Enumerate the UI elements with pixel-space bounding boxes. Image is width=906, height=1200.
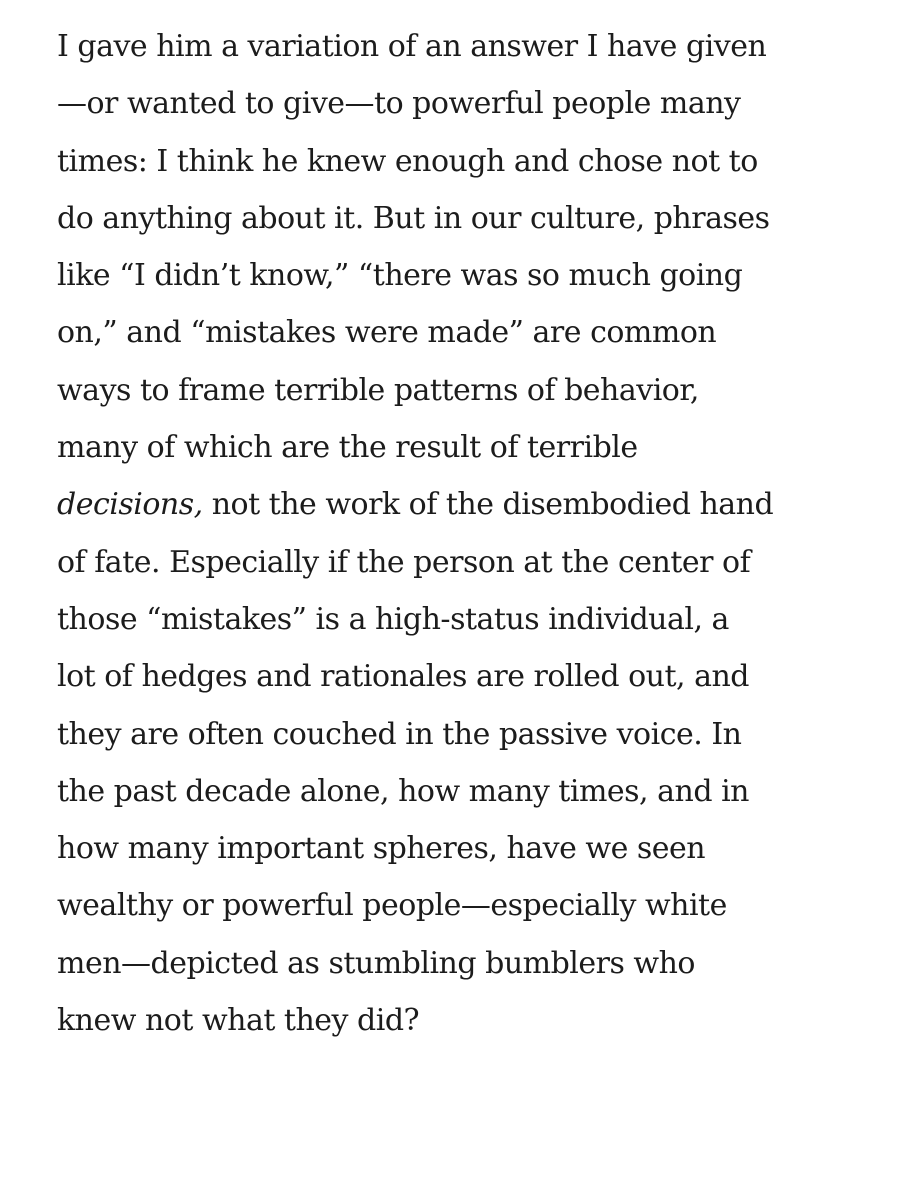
paragraph-line: the past decade alone, how many times, and in xyxy=(57,773,749,809)
paragraph-line: times: I think he knew enough and chose not to xyxy=(57,143,758,179)
paragraph-line: —or wanted to give—to powerful people many xyxy=(57,86,741,122)
paragraph-line: I gave him a variation of an answer I have given xyxy=(57,29,767,64)
paragraph-line: ways to frame terrible patterns of behavior, xyxy=(57,372,699,408)
paragraph-line: they are often couched in the passive voice. In xyxy=(57,716,742,752)
paragraph-line xyxy=(57,476,897,533)
paragraph-line: like “I didn’t know,” “there was so much going xyxy=(57,258,743,294)
paragraph-line: those “mistakes” is a high-status individual, a xyxy=(57,601,729,637)
paragraph-line: on,” and “mistakes were made” are common xyxy=(57,315,717,351)
paragraph-line: how many important spheres, have we seen xyxy=(57,831,706,867)
article-paragraph xyxy=(57,18,897,1049)
paragraph-line: many of which are the result of terrible xyxy=(57,430,638,466)
paragraph-line: wealthy or powerful people—especially white xyxy=(57,888,727,924)
paragraph-line: lot of hedges and rationales are rolled out, and xyxy=(57,659,750,695)
paragraph-line: knew not what they did? xyxy=(57,1003,420,1039)
line-text: not the work of the disembodied hand xyxy=(202,487,774,523)
paragraph-line: men—depicted as stumbling bumblers who xyxy=(57,945,695,981)
paragraph-line: of fate. Especially if the person at the center of xyxy=(57,544,751,580)
emphasized-word: decisions, xyxy=(57,487,203,523)
paragraph-line: do anything about it. But in our culture, phrases xyxy=(57,200,770,236)
